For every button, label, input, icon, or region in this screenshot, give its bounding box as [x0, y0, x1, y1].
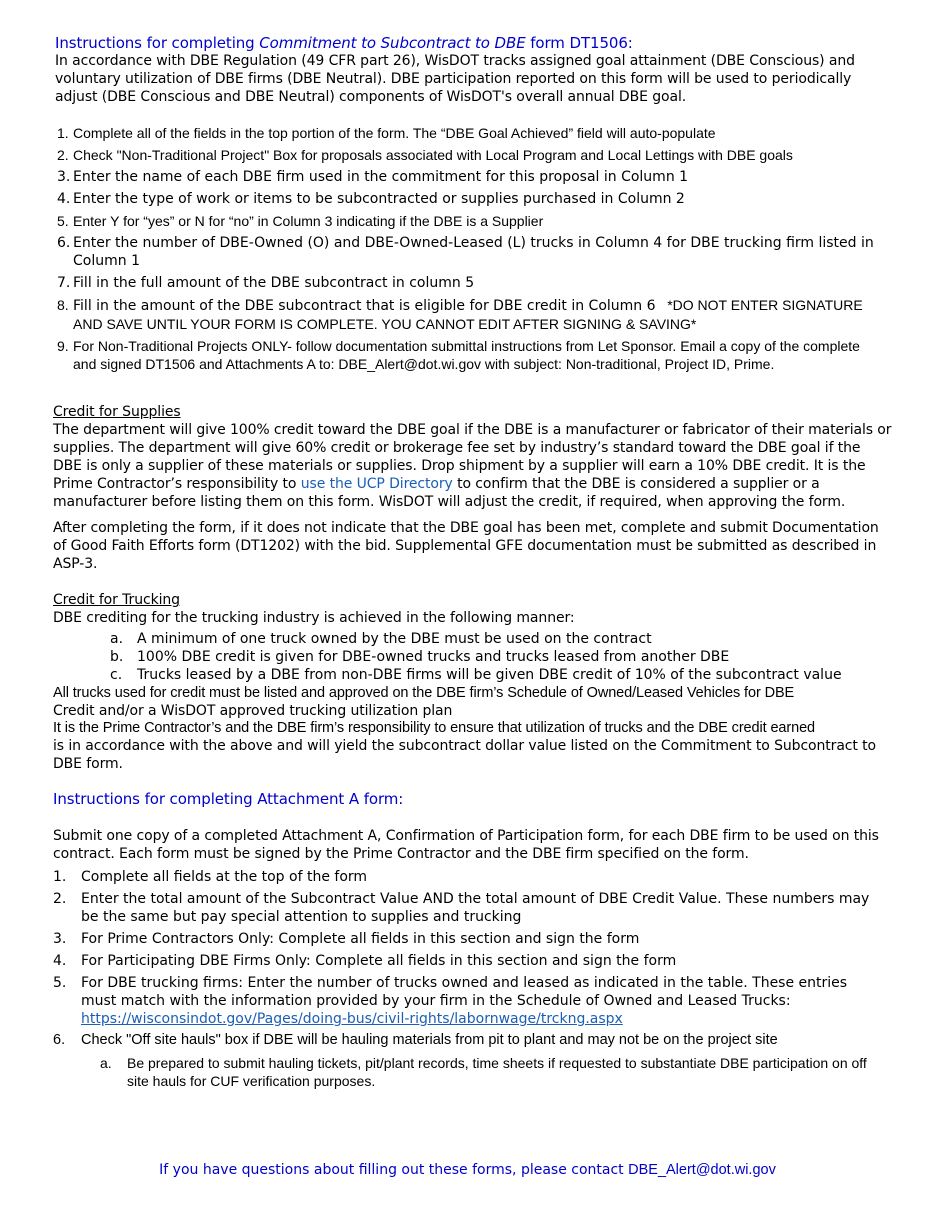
step-item: 4. Enter the type of work or items to be subcontracted or supplies purchased in Column 2 — [57, 191, 685, 207]
intro-title-b: form DT1506: — [525, 34, 633, 52]
trucking-note-b: Credit and/or a WisDOT approved trucking utilization plan — [53, 703, 453, 719]
attachment-step: 4. For Participating DBE Firms Only: Complete all fields in this section and sign the form — [53, 953, 677, 969]
trucking-item: b. 100% DBE credit is given for DBE-owned trucks and trucks leased from another DBE — [110, 649, 730, 665]
step-item: 5. Enter Y for “yes” or N for “no” in Column 3 indicating if the DBE is a Supplier — [57, 213, 544, 229]
attachment-step: 1. Complete all fields at the top of the form — [53, 869, 368, 885]
intro-title-a: Instructions for completing — [55, 34, 260, 52]
trucking-note-c: It is the Prime Contractor’s and the DBE firm’s responsibility to ensure that utilization of trucks and the DBE credit earned — [53, 720, 816, 736]
supplies-heading: Credit for Supplies — [53, 404, 181, 420]
attachment-step: 5. For DBE trucking firms: Enter the number of trucks owned and leased as indicated in the table. These entries must match with the information provided by your firm in the Schedule of Owned and Leased Trucks: https://wisconsindot.gov/Pages/doing-bus/civil-rights/labornwage/trckng.aspx — [53, 975, 848, 1027]
step-item: 6. Enter the number of DBE-Owned (O) and DBE-Owned-Leased (L) trucks in Column 4 for DBE trucking firm listed in Column 1 — [57, 235, 874, 269]
trucking-note-a: All trucks used for credit must be listed and approved on the DBE firm’s Schedule of Owned/Leased Vehicles for DBE — [53, 685, 795, 701]
trucking-note-d: is in accordance with the above and will yield the subcontract dollar value listed on the Commitment to Subcontract to DBE form. — [53, 738, 876, 772]
ucp-directory-link[interactable]: use the UCP Directory — [300, 476, 453, 492]
step-item: 1. Complete all of the fields in the top portion of the form. The “DBE Goal Achieved” field will auto-populate — [57, 125, 716, 141]
step-item: 8. Fill in the amount of the DBE subcontract that is eligible for DBE credit in Column 6 *DO NOT ENTER SIGNATURE AND SAVE UNTIL YOUR FORM IS COMPLETE. YOU CANNOT EDIT AFTER SIGNING & SAVING* — [57, 297, 863, 332]
intro-title — [55, 34, 890, 52]
attachment-steps — [53, 868, 883, 1049]
intro-body: In accordance with DBE Regulation (49 CFR part 26), WisDOT tracks assigned goal attainment (DBE Conscious) and voluntary utilization of DBE firms (DBE Neutral). DBE participation reported on this form will be used to periodically adjust (DBE Conscious and DBE Neutral) components of WisDOT's overall annual DBE goal. — [55, 53, 855, 105]
attachment-intro: Submit one copy of a completed Attachment A, Confirmation of Participation form, for each DBE firm to be used on this contract. Each form must be signed by the Prime Contractor and the DBE firm specified on the form. — [53, 828, 879, 862]
step-item: 9. For Non-Traditional Projects ONLY- follow documentation submittal instructions from Let Sponsor. Email a copy of the complete and signed DT1506 and Attachments A to: DBE_Alert@dot.wi.gov with subject: Non-traditional, Project ID, Prime. — [57, 338, 860, 372]
trucking-item: c. Trucks leased by a DBE from non-DBE firms will be given DBE credit of 10% of the subcontract value — [110, 667, 842, 683]
offsite-subitem: a. Be prepared to submit hauling tickets, pit/plant records, time sheets if requested to substantiate DBE participation on off site hauls for CUF verification purposes. — [100, 1055, 867, 1089]
signature-warning: *DO NOT ENTER SIGNATURE AND SAVE UNTIL YOUR FORM IS COMPLETE. YOU CANNOT EDIT AFTER SIGNING & SAVING* — [73, 297, 863, 332]
trucking-items — [110, 630, 890, 684]
trucking-item: a. A minimum of one truck owned by the DBE must be used on the contract — [110, 631, 652, 647]
step-item: 7. Fill in the full amount of the DBE subcontract in column 5 — [57, 275, 475, 291]
attachment-step: 6. Check "Off site hauls" box if DBE will be hauling materials from pit to plant and may not be on the project site — [53, 1032, 778, 1048]
step-item: 2. Check "Non-Traditional Project" Box for proposals associated with Local Program and Local Lettings with DBE goals — [57, 147, 793, 163]
dt1506-steps — [57, 124, 887, 373]
trucking-intro: DBE crediting for the trucking industry is achieved in the following manner: — [53, 610, 575, 626]
attachment-title: Instructions for completing Attachment A form: — [53, 790, 404, 808]
footer-contact: If you have questions about filling out these forms, please contact DBE_Alert@dot.wi.gov — [159, 1162, 776, 1178]
step-item: 3. Enter the name of each DBE firm used in the commitment for this proposal in Column 1 — [57, 169, 689, 185]
attachment-step: 2. Enter the total amount of the Subcontract Value AND the total amount of DBE Credit Value. These numbers may be the same but pay special attention to supplies and trucking — [53, 891, 870, 925]
attachment-step: 3. For Prime Contractors Only: Complete all fields in this section and sign the form — [53, 931, 640, 947]
trucking-schedule-link[interactable]: https://wisconsindot.gov/Pages/doing-bus/civil-rights/labornwage/trckng.aspx — [81, 1011, 623, 1027]
gfe-paragraph: After completing the form, if it does not indicate that the DBE goal has been met, complete and submit Documentation of Good Faith Efforts form (DT1202) with the bid. Supplemental GFE documentation must be submitted as described in ASP-3. — [53, 520, 879, 572]
footer-email[interactable]: DBE_Alert@dot.wi.gov — [628, 1162, 776, 1178]
trucking-heading: Credit for Trucking — [53, 592, 180, 608]
supplies-body: The department will give 100% credit toward the DBE goal if the DBE is a manufacturer or fabricator of their materials or supplies. The department will give 60% credit or brokerage fee set by industry’s standard toward the DBE goal if the DBE is only a supplier of these materials or supplies. Drop shipment by a supplier will earn a 10% DBE credit. It is the Prime Contractor’s responsibility to use the UCP Directory to confirm that the DBE is considered a supplier or a manufacturer before listing them on this form. WisDOT will adjust the credit, if required, when approving the form. — [53, 422, 892, 510]
intro-title-italic: Commitment to Subcontract to DBE — [259, 34, 526, 52]
